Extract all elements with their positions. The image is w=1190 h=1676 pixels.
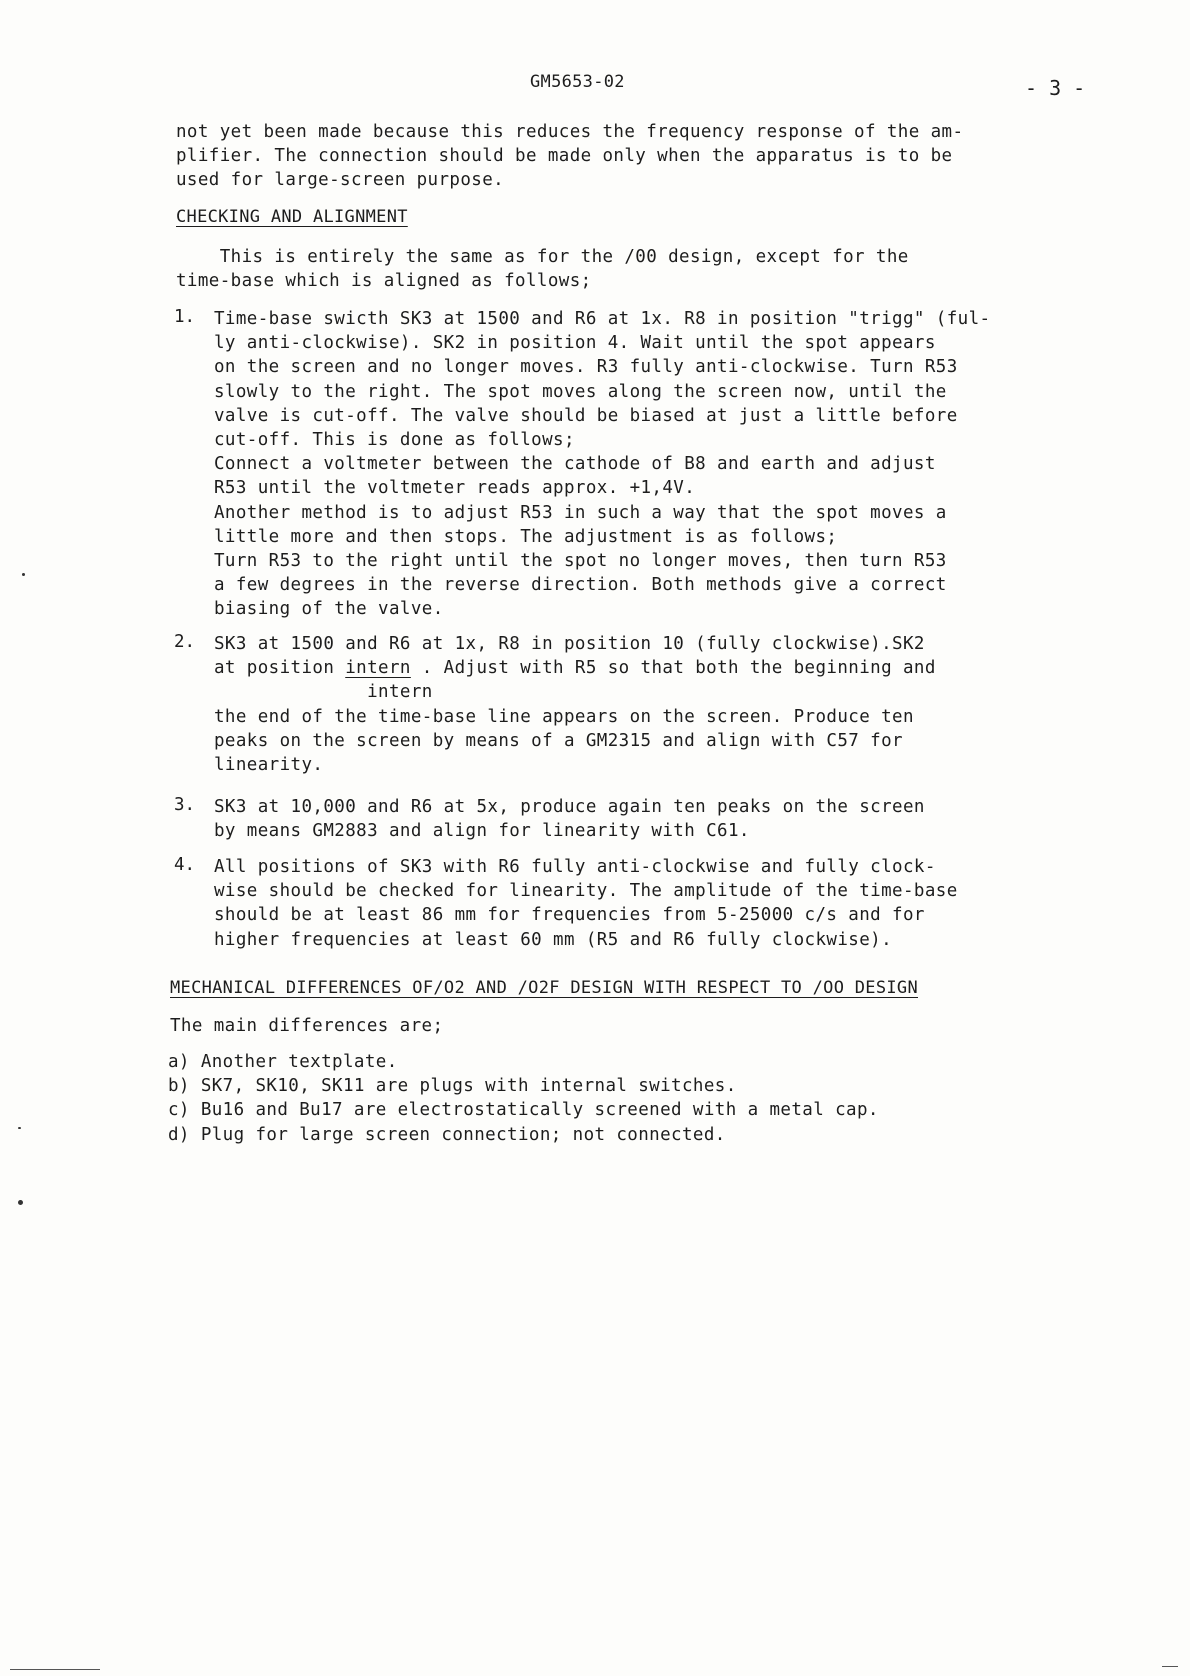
intern-annotation: intern — [367, 682, 433, 703]
list-label: d) — [168, 1124, 190, 1145]
text-line: cut-off. This is done as follows; — [214, 430, 575, 451]
text-line: plifier. The connection should be made only when the apparatus is to be — [176, 146, 953, 167]
step-number: 2. — [174, 632, 196, 652]
step-number: 4. — [174, 855, 196, 875]
page-number: - 3 - — [1025, 76, 1086, 100]
text-line: . Adjust with R5 so that both the beginning and — [410, 658, 936, 679]
text-line: SK3 at 1500 and R6 at 1x, R8 in position 10 (fully clockwise).SK2 — [214, 634, 925, 654]
text-line: a few degrees in the reverse direction. Both methods give a correct — [214, 575, 947, 596]
step-number: 3. — [174, 795, 196, 815]
list-label: a) — [168, 1052, 190, 1072]
text-line: Connect a voltmeter between the cathode of B8 and earth and adjust — [214, 454, 936, 475]
text-line: Turn R53 to the right until the spot no longer moves, then turn R53 — [214, 551, 947, 572]
text-line: Another method is to adjust R53 in such a way that the spot moves a — [214, 502, 947, 523]
list-item: SK7, SK10, SK11 are plugs with internal switches. — [200, 1076, 737, 1097]
step-1-text — [214, 307, 990, 622]
list-item: Another textplate. — [200, 1052, 398, 1072]
text-line: wise should be checked for linearity. The amplitude of the time-base — [214, 881, 958, 902]
intro-paragraph — [176, 120, 963, 193]
text-line: ly anti-clockwise). SK2 in position 4. Wait until the spot appears — [214, 333, 936, 354]
text-line: the end of the time-base line appears on the screen. Produce ten — [214, 707, 914, 727]
text-line: little more and then stops. The adjustment is as follows; — [214, 526, 838, 547]
list-item: Bu16 and Bu17 are electrostatically screened with a metal cap. — [200, 1100, 879, 1121]
text-line: peaks on the screen by means of a GM2315 and align with C57 for — [214, 731, 903, 752]
step-4-text — [214, 855, 958, 952]
text-line: valve is cut-off. The valve should be biased at just a little before — [214, 405, 958, 426]
section1-intro — [176, 245, 909, 293]
step-2-continued — [214, 705, 914, 778]
step-3-text — [214, 795, 925, 843]
list-label: c) — [168, 1100, 190, 1121]
text-line: should be at least 86 mm for frequencies from 5-25000 c/s and for — [214, 905, 925, 926]
scan-edge-mark — [1162, 1666, 1178, 1667]
step-number: 1. — [174, 307, 196, 327]
text-line: time-base which is aligned as follows; — [176, 271, 592, 292]
document-id: GM5653-02 — [530, 72, 625, 92]
text-line: slowly to the right. The spot moves along the screen now, until the — [214, 381, 947, 402]
scan-speck — [22, 573, 25, 576]
text-line: SK3 at 10,000 and R6 at 5x, produce again ten peaks on the screen — [214, 797, 925, 817]
text-line: All positions of SK3 with R6 fully anti-clockwise and fully clock- — [214, 857, 936, 877]
text-line: This is entirely the same as for the /00 design, except for the — [176, 247, 909, 267]
scan-speck — [18, 1127, 21, 1129]
text-line: used for large-screen purpose. — [176, 170, 505, 191]
differences-intro: The main differences are; — [170, 1016, 444, 1036]
text-line: higher frequencies at least 60 mm (R5 and R6 fully clockwise). — [214, 929, 893, 950]
list-item: Plug for large screen connection; not connected. — [200, 1124, 726, 1145]
scan-edge-mark — [10, 1669, 100, 1670]
text-line: linearity. — [214, 755, 324, 776]
section-heading-checking: CHECKING AND ALIGNMENT — [176, 207, 408, 227]
text-line: not yet been made because this reduces the frequency response of the am- — [176, 122, 964, 142]
text-line: R53 until the voltmeter reads approx. +1,4V. — [214, 478, 696, 499]
step-2-text — [214, 632, 936, 705]
scan-speck — [18, 1200, 23, 1205]
section-heading-mechanical: MECHANICAL DIFFERENCES OF/O2 AND /O2F DESIGN WITH RESPECT TO /OO DESIGN — [170, 978, 918, 998]
list-label: b) — [168, 1076, 190, 1097]
intern-setting: intern — [345, 658, 411, 679]
text-line: on the screen and no longer moves. R3 fully anti-clockwise. Turn R53 — [214, 357, 958, 378]
text-line: by means GM2883 and align for linearity with C61. — [214, 821, 750, 842]
differences-list — [168, 1050, 879, 1147]
text-line: biasing of the valve. — [214, 599, 444, 620]
text-line: Time-base swicth SK3 at 1500 and R6 at 1x. R8 in position "trigg" (ful- — [214, 309, 991, 329]
text-line: at position — [214, 658, 346, 679]
